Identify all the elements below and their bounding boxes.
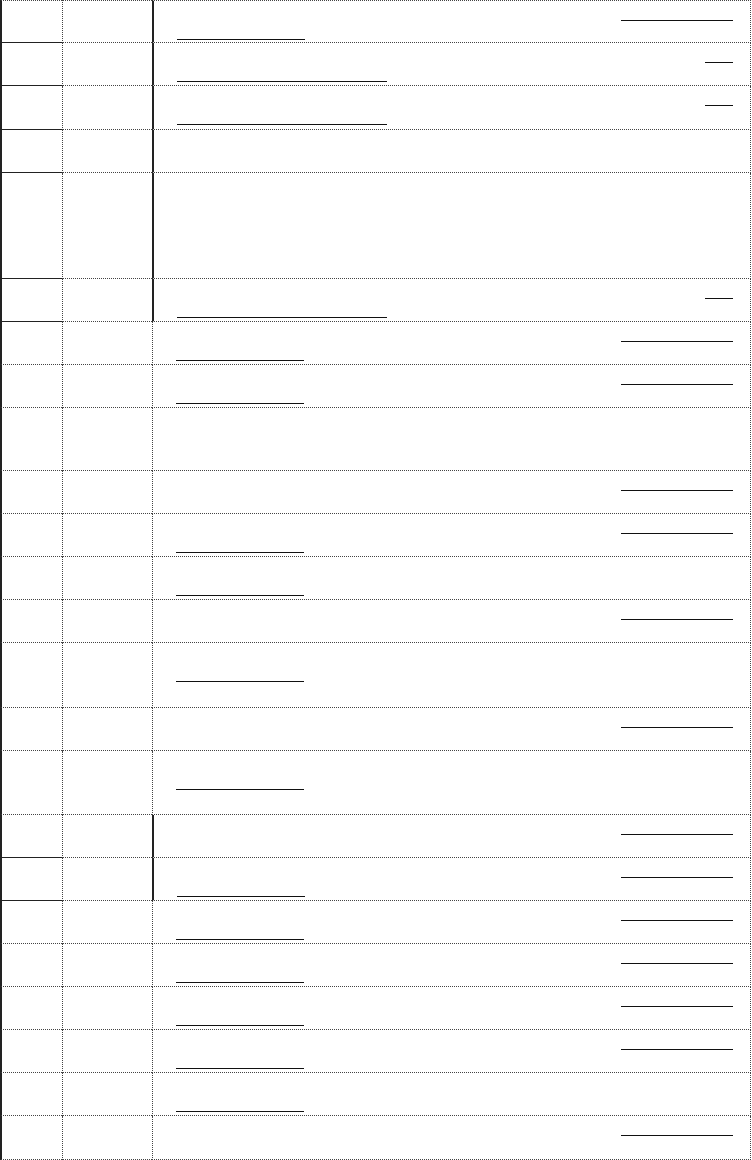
number-cell (0, 514, 62, 557)
answer-cell[interactable] (152, 643, 751, 708)
label-cell (62, 944, 152, 987)
label-cell (62, 815, 152, 858)
table-row (0, 322, 752, 365)
answer-cell[interactable] (152, 365, 751, 408)
table-row (0, 279, 752, 322)
left-underline (176, 982, 304, 983)
answer-cell[interactable] (152, 708, 751, 751)
left-underline (176, 552, 304, 553)
table-row (0, 751, 752, 815)
number-cell (0, 751, 62, 815)
table-row (0, 901, 752, 944)
right-underline (621, 341, 733, 342)
label-cell (62, 471, 152, 514)
right-underline (621, 533, 733, 534)
number-cell (0, 557, 62, 600)
answer-cell[interactable] (152, 471, 751, 514)
label-cell (62, 365, 152, 408)
label-cell (62, 557, 152, 600)
number-cell (0, 815, 62, 858)
label-cell (62, 643, 152, 708)
number-cell (0, 322, 62, 365)
right-underline (705, 62, 733, 63)
answer-cell[interactable] (152, 858, 751, 901)
answer-cell[interactable] (152, 1030, 751, 1073)
right-underline (705, 298, 733, 299)
number-cell (0, 1116, 62, 1160)
left-underline (176, 403, 304, 404)
answer-cell[interactable] (152, 0, 751, 43)
number-cell (0, 0, 62, 43)
label-cell (62, 173, 152, 279)
answer-cell[interactable] (152, 43, 751, 86)
number-cell (0, 858, 62, 901)
left-underline (176, 1068, 304, 1069)
answer-cell[interactable] (152, 557, 751, 600)
table-row (0, 0, 752, 43)
answer-cell[interactable] (152, 130, 751, 173)
label-cell (62, 987, 152, 1030)
number-cell (0, 130, 62, 173)
right-underline (621, 384, 733, 385)
label-cell (62, 514, 152, 557)
label-cell (62, 0, 152, 43)
answer-cell[interactable] (152, 901, 751, 944)
number-cell (0, 708, 62, 751)
left-underline (177, 896, 305, 897)
left-underline (177, 317, 387, 318)
label-cell (62, 1030, 152, 1073)
label-cell (62, 1073, 152, 1116)
left-underline (177, 124, 387, 125)
right-underline (621, 834, 733, 835)
left-underline (176, 360, 304, 361)
right-underline (621, 920, 733, 921)
table-row (0, 1116, 752, 1160)
number-cell (0, 86, 62, 130)
label-cell (62, 86, 152, 130)
number-cell (0, 944, 62, 987)
right-underline (621, 1006, 733, 1007)
number-cell (0, 1073, 62, 1116)
answer-cell[interactable] (152, 944, 751, 987)
label-cell (62, 43, 152, 86)
answer-cell[interactable] (152, 600, 751, 643)
answer-cell[interactable] (152, 322, 751, 365)
number-cell (0, 643, 62, 708)
table-row (0, 1030, 752, 1073)
answer-cell[interactable] (152, 173, 751, 279)
table-row (0, 43, 752, 86)
table-row (0, 987, 752, 1030)
table-row (0, 86, 752, 130)
right-underline (621, 1049, 733, 1050)
right-underline (621, 490, 733, 491)
answer-cell[interactable] (152, 1116, 751, 1160)
label-cell (62, 279, 152, 322)
number-cell (0, 43, 62, 86)
label-cell (62, 1116, 152, 1160)
left-underline (177, 81, 387, 82)
table-row (0, 600, 752, 643)
answer-cell[interactable] (152, 1073, 751, 1116)
number-cell (0, 987, 62, 1030)
left-underline (176, 789, 304, 790)
label-cell (62, 130, 152, 173)
right-underline (705, 105, 733, 106)
label-cell (62, 751, 152, 815)
answer-cell[interactable] (152, 987, 751, 1030)
answer-cell[interactable] (152, 751, 751, 815)
number-cell (0, 1030, 62, 1073)
label-cell (62, 322, 152, 365)
number-cell (0, 600, 62, 643)
right-underline (621, 619, 733, 620)
number-cell (0, 471, 62, 514)
right-underline (621, 727, 733, 728)
table-row (0, 557, 752, 600)
table-row (0, 514, 752, 557)
left-underline (176, 1025, 304, 1026)
table-row (0, 408, 752, 471)
label-cell (62, 408, 152, 471)
table-row (0, 858, 752, 901)
number-cell (0, 365, 62, 408)
right-underline (621, 963, 733, 964)
left-underline (176, 595, 304, 596)
table-row (0, 365, 752, 408)
right-underline (621, 1135, 733, 1136)
answer-cell[interactable] (152, 815, 751, 858)
left-underline (177, 39, 305, 40)
answer-cell[interactable] (152, 408, 751, 471)
right-underline (621, 20, 733, 21)
label-cell (62, 600, 152, 643)
number-cell (0, 901, 62, 944)
table-row (0, 815, 752, 858)
label-cell (62, 858, 152, 901)
label-cell (62, 901, 152, 944)
table-row (0, 944, 752, 987)
table-row (0, 471, 752, 514)
answer-cell[interactable] (152, 514, 751, 557)
table-row (0, 708, 752, 751)
table-row (0, 173, 752, 279)
table-row (0, 130, 752, 173)
number-cell (0, 408, 62, 471)
left-underline (176, 681, 304, 682)
answer-cell[interactable] (152, 86, 751, 130)
answer-cell[interactable] (152, 279, 751, 322)
left-underline (176, 939, 304, 940)
right-underline (621, 877, 733, 878)
table-row (0, 1073, 752, 1116)
number-cell (0, 173, 62, 279)
label-cell (62, 708, 152, 751)
left-underline (176, 1111, 304, 1112)
number-cell (0, 279, 62, 322)
table-row (0, 643, 752, 708)
